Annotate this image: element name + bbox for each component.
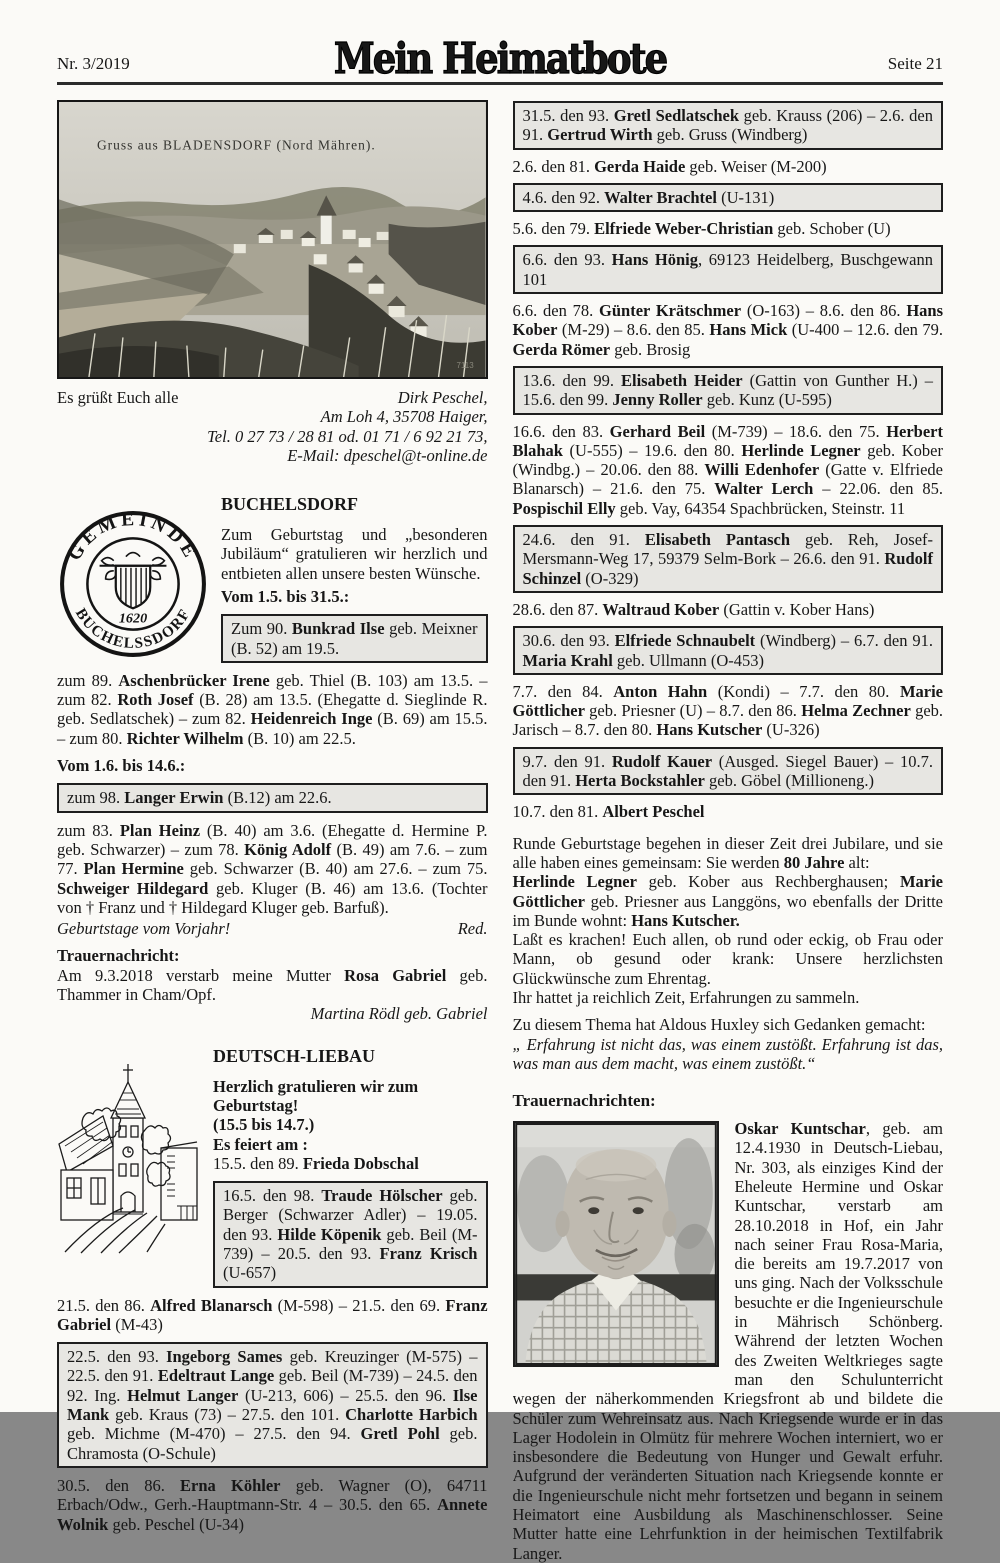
obituary-text: Oskar Kuntschar, geb. am 12.4.1930 in Deutsch-Liebau, Nr. 303, als einziges Kind der Eheleute Hermine und Oskar Kuntschar, verstarb am 28.10.2018 in Hof, ein Jahr nach seiner Frau Rosa-Maria, die bereits am 19.7.2017 von uns ging. Nach der Volksschule besuchte er die Ingenieurschule in Mährisch Schönberg. Während der letzten Wochen des Zweiten Weltkrieges sagte man den Schulunterricht wegen der näherkommenden Kriegsfront ab und bildete die Schüler zum Wehreinsatz aus. Nach Kriegsende wurde er in das Lager Hodolein in Olmütz für mehrere Wochen interniert, wo er insbesondere die Bedeutung von Hunger und Gewalt erfuhr. Aufgrund der veränderten Situation nach Kriegsende konnte er die Ingenieurschule nicht mehr fortsetzen und begann in seinem Heimatort eine Ausbildung als Maschinenschlosser. Seine Mutter hatte eine Lehrfunktion in der heimischen Textilfabrik Langer.: [512, 1119, 943, 1563]
greeting-text: Es grüßt Euch alle: [57, 388, 179, 407]
page-number: Seite 21: [887, 54, 943, 73]
section-deutsch-liebau: [57, 1046, 488, 1534]
postcard-mark: 7113: [456, 360, 474, 370]
birthday-entry: 5.6. den 79. Elfriede Weber-Christian geb. Schober (U): [512, 219, 891, 239]
birthday-entry-boxed: Zum 90. Bunkrad Ilse geb. Meixner (B. 52) am 19.5.: [221, 614, 488, 663]
jubilare-paragraph: Herlinde Legner geb. Kober aus Rechberghausen; Marie Göttlicher geb. Priesner aus Langgöns, wo ebenfalls der Dritte im Bunde wohnt: Hans Kutscher.: [512, 872, 943, 930]
huxley-intro: Zu diesem Thema hat Aldous Huxley sich Gedanken gemacht:: [512, 1015, 926, 1035]
jubilare-paragraph: Ihr hattet ja reichlich Zeit, Erfahrungen zu sammeln.: [512, 987, 860, 1007]
birthday-entry-boxed: zum 98. Langer Erwin (B.12) am 22.6.: [57, 783, 488, 812]
birthday-entry: 28.6. den 87. Waltraud Kober (Gattin v. Kober Hans): [512, 599, 875, 619]
birthday-entry: 16.6. den 83. Gerhard Beil (M-739) – 18.6. den 75. Herbert Blahak (U-555) – 19.6. den 80. Herlinde Legner geb. Kober (Windbg.) – 20.06. den 88. Willi Edenhofer (Gatte v. Elfriede Blanarsch) – 21.6. den 75. Walter Lerch – 22.06. den 85. Pospischil Elly geb. Vay, 64354 Spachbrücken, Steinstr. 11: [512, 421, 944, 518]
editor-abbrev: Red.: [457, 919, 488, 939]
jubilare-paragraph: Laßt es krachen! Euch allen, ob rund oder eckig, ob Frau oder Mann, ob gesund oder krank: Unsere herzlichsten Glückwünsche zum Ehrentag.: [512, 930, 943, 988]
birthday-entry-boxed: 24.6. den 91. Elisabeth Pantasch geb. Reh, Josef-Mersmann-Weg 17, 59379 Selm-Bork – 26.6. den 91. Rudolf Schinzel (O-329): [513, 525, 944, 593]
birthday-paragraph: zum 89. Aschenbrücker Irene geb. Thiel (B. 103) am 13.5. – zum 82. Roth Josef (B. 28) am 13.5. (Ehegatte d. Sieglinde R. geb. Sedlatschek) – zum 82. Heidenreich Inge (B. 69) am 15.5. – zum 80. Richter Wilhelm (B. 10) am 22.5.: [57, 670, 488, 748]
birthday-entry: 15.5. den 89. Frieda Dobschal: [213, 1153, 419, 1173]
section-buchelsdorf: [57, 494, 488, 1024]
birthday-entry-boxed: 22.5. den 93. Ingeborg Sames geb. Kreuzinger (M-575) – 22.5. den 91. Edeltraut Lange geb. Beil (M-739) – 24.5. den 92. Ing. Helmut Langer (U-213, 606) – 25.5. den 96. Ilse Mank geb. Kraus (73) – 27.5. den 101. Charlotte Harbich geb. Michme (M-470) – 27.5. den 94. Gretl Pohl geb. Chramosta (O-Schule): [57, 1342, 488, 1468]
seal-year: 1620: [118, 610, 148, 627]
contact-street: Am Loh 4, 35708 Haiger,: [320, 407, 488, 427]
birthday-entry: 6.6. den 78. Günter Krätschmer (O-163) – 8.6. den 86. Hans Kober (M-29) – 8.6. den 85. Hans Mick (U-400 – 12.6. den 79. Gerda Römer geb. Brosig: [512, 301, 944, 359]
issue-number: Nr. 3/2019: [57, 54, 130, 73]
seal-text-top: GEMEINDE: [64, 508, 202, 565]
contact-phone: Tel. 0 27 73 / 28 81 od. 01 71 / 6 92 21 73,: [207, 426, 488, 446]
birthday-entry-boxed: 31.5. den 93. Gretl Sedlatschek geb. Krauss (206) – 2.6. den 91. Gertrud Wirth geb. Gruss (Windberg): [513, 101, 944, 150]
vorjahr-line: [57, 919, 488, 938]
jubilare-paragraph: Runde Geburtstage begehen in dieser Zeit drei Jubilare, und sie alle haben eines gemeinsam: Sie werden 80 Jahre alt:: [512, 833, 943, 872]
deutsch-liebau-title: DEUTSCH-LIEBAU: [213, 1045, 376, 1066]
trauernachrichten-title: Trauernachrichten:: [512, 1091, 656, 1111]
vorjahr-note: Geburtstage vom Vorjahr!: [57, 919, 231, 939]
birthday-entry-boxed: 4.6. den 92. Walter Brachtel (U-131): [513, 183, 944, 212]
oskar-kuntschar-photo: [513, 1121, 719, 1367]
village-sketch-icon: [57, 1056, 199, 1254]
buchelsdorf-intro: Zum Geburtstag und „besonderen Jubiläum“ gratulieren wir herzlich und entbieten allen unsere besten Wünsche.: [221, 525, 488, 583]
birthday-entry-boxed: 30.6. den 93. Elfriede Schnaubelt (Windberg) – 6.7. den 91. Maria Krahl geb. Ullmann (O-453): [513, 626, 944, 675]
postcard-illustration: [59, 102, 486, 377]
trauernachricht-text: Am 9.3.2018 verstarb meine Mutter Rosa Gabriel geb. Thammer in Cham/Opf.: [57, 965, 488, 1004]
postcard-caption: Gruss aus BLADENSDORF (Nord Mähren).: [96, 137, 376, 153]
birthday-entry: 21.5. den 86. Alfred Blanarsch (M-598) – 21.5. den 69. Franz Gabriel (M-43): [57, 1295, 488, 1334]
dl-lead-range: (15.5 bis 14.7.): [213, 1115, 315, 1135]
jubilare-block: [513, 834, 944, 1074]
birthday-entry: 2.6. den 81. Gerda Haide geb. Weiser (M-200): [512, 156, 827, 176]
contact-name: Dirk Peschel,: [397, 388, 488, 407]
right-column: [513, 100, 944, 1563]
dl-lead-congrats: Herzlich gratulieren wir zum Geburtstag!: [213, 1076, 419, 1115]
trauernachricht-signature: Martina Rödl geb. Gabriel: [310, 1004, 488, 1024]
buchelsdorf-title: BUCHELSDORF: [221, 494, 359, 514]
left-column: [57, 100, 488, 1563]
buchelsdorf-range-may: Vom 1.5. bis 31.5.:: [221, 586, 350, 606]
buchelsdorf-range-june: Vom 1.6. bis 14.6.:: [57, 756, 186, 776]
birthday-entry: 7.7. den 84. Anton Hahn (Kondi) – 7.7. den 80. Marie Göttlicher geb. Priesner (U) – 8.7. den 86. Helma Zechner geb. Jarisch – 8.7. den 80. Hans Kutscher (U-326): [512, 681, 944, 740]
birthday-paragraph: 30.5. den 86. Erna Köhler geb. Wagner (O), 64711 Erbach/Odw., Gerh.-Hauptmann-Str. 4 – 30.5. den 65. Annete Wolnik geb. Peschel (U-34): [57, 1475, 488, 1534]
masthead-logo: Mein Heimatbote: [333, 32, 667, 84]
seal-text-bottom: BUCHELSSDORF: [71, 605, 195, 653]
dl-lead-feiert: Es feiert am :: [213, 1134, 308, 1154]
birthday-entry-boxed: 16.5. den 98. Traude Hölscher geb. Berger (Schwarzer Adler) – 19.05. den 93. Hilde Köpenik geb. Beil (M-739) – 20.5. den 93. Franz Krisch (U-657): [213, 1181, 488, 1287]
huxley-quote: „ Erfahrung ist nicht das, was einem zustößt. Erfahrung ist das, was man aus dem macht, was einem zustößt.“: [512, 1034, 943, 1073]
contact-email: E-Mail: dpeschel@t-online.de: [287, 445, 488, 465]
postcard-image: [57, 100, 488, 379]
birthday-entry-boxed: 6.6. den 93. Hans Hönig, 69123 Heidelberg, Buschgewann 101: [513, 245, 944, 294]
buchelsdorf-seal-icon: [57, 506, 209, 662]
birthday-entry: 10.7. den 81. Albert Peschel: [512, 802, 705, 822]
birthday-entry-list: [513, 101, 944, 822]
page-header: [57, 30, 943, 85]
greeting-block: [57, 388, 488, 480]
birthday-entry-boxed: 13.6. den 99. Elisabeth Heider (Gattin von Gunther H.) – 15.6. den 99. Jenny Roller geb. Kunz (U-595): [513, 366, 944, 415]
trauernachricht-title: Trauernachricht:: [57, 946, 180, 966]
birthday-paragraph: zum 83. Plan Heinz (B. 40) am 3.6. (Ehegatte d. Hermine P. geb. Schwarzer) – zum 78. König Adolf (B. 49) am 7.6. – zum 77. Plan Hermine geb. Schwarzer (B. 40) am 27.6. – zum 75. Schweiger Hildegard geb. Kluger (B. 46) am 13.6. (Tochter von † Franz und † Hildegard Kluger geb. Barfuß).: [57, 820, 488, 917]
obituary-block: [513, 1119, 944, 1563]
birthday-entry-boxed: 9.7. den 91. Rudolf Kauer (Ausged. Siegel Bauer) – 10.7. den 91. Herta Bockstahler geb. Göbel (Millioneng.): [513, 747, 944, 796]
